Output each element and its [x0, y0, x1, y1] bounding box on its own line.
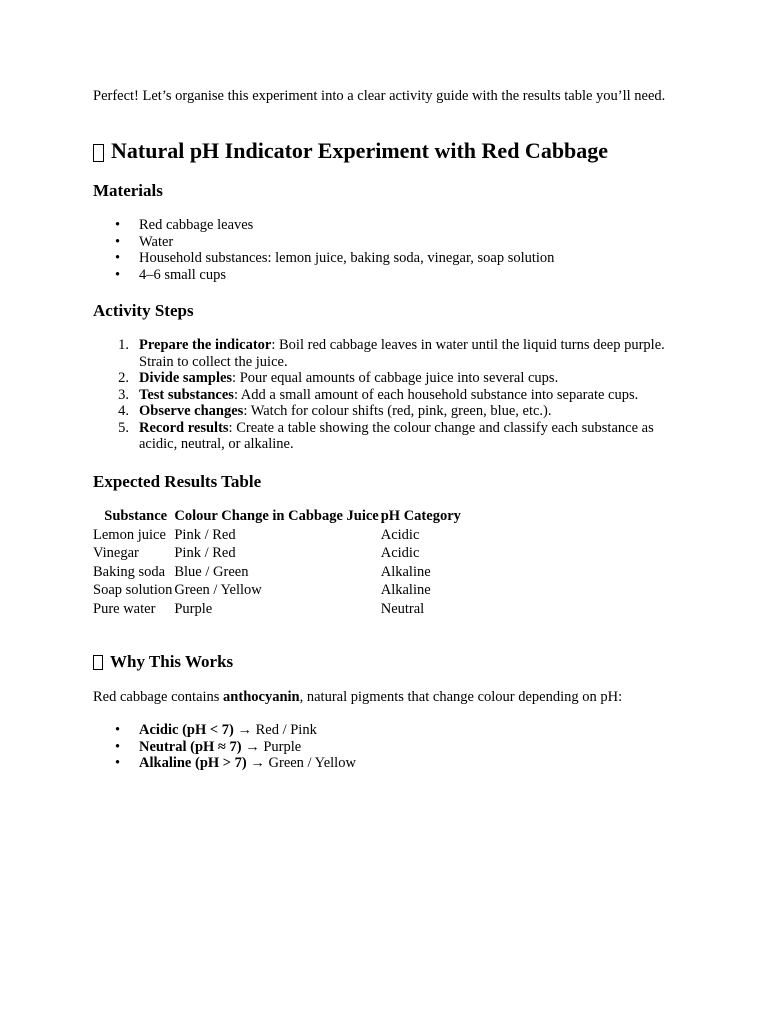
step-item	[93, 403, 676, 420]
step-label: Test substances	[139, 386, 234, 403]
arrow-icon: →	[233, 722, 256, 738]
step-text: : Watch for colour shifts (red, pink, green, blue, etc.).	[243, 403, 552, 419]
step-number: 2.	[118, 370, 129, 386]
materials-heading: Materials	[93, 181, 163, 200]
why-heading	[93, 652, 676, 672]
cell-substance: Soap solution	[93, 582, 173, 599]
table-row	[92, 526, 462, 545]
list-item	[93, 722, 676, 739]
why-list	[93, 722, 676, 772]
why-item-value: Purple	[263, 738, 302, 755]
table-row	[92, 581, 462, 600]
column-header-substance: Substance	[104, 508, 168, 525]
step-number: 4.	[118, 403, 129, 419]
step-text: : Create a table showing the colour change and classify each substance as acidic, neutral, or alkaline.	[139, 419, 654, 452]
cell-ph: Acidic	[380, 526, 420, 543]
cell-colour: Pink / Red	[174, 545, 236, 562]
list-item-text: Household substances: lemon juice, baking soda, vinegar, soap solution	[139, 250, 555, 266]
list-item	[93, 217, 676, 234]
table-row	[92, 600, 462, 619]
intro-paragraph: Perfect! Let’s organise this experiment into a clear activity guide with the results table you’ll need.	[93, 88, 666, 104]
list-item	[93, 234, 676, 251]
step-number: 1.	[118, 337, 129, 353]
missing-glyph-icon	[93, 144, 104, 162]
page-title-text: Natural pH Indicator Experiment with Red Cabbage	[111, 138, 609, 163]
table-header-row	[92, 507, 462, 526]
why-text-after: , natural pigments that change colour depending on pH:	[299, 689, 623, 705]
step-text: : Boil red cabbage leaves in water until the liquid turns deep purple. Strain to collect the juice.	[139, 337, 665, 370]
list-item	[93, 267, 676, 284]
cell-substance: Baking soda	[93, 563, 166, 580]
why-text-before: Red cabbage contains	[93, 689, 224, 705]
results-table	[92, 507, 462, 619]
arrow-icon: →	[246, 755, 269, 771]
steps-heading: Activity Steps	[93, 301, 194, 320]
cell-ph: Alkaline	[380, 582, 431, 599]
why-paragraph	[93, 689, 676, 706]
step-text: : Add a small amount of each household substance into separate cups.	[233, 386, 639, 403]
bullet-icon: •	[115, 233, 121, 250]
why-item-label: Neutral (pH ≈ 7)	[139, 738, 242, 755]
list-item-text: Water	[139, 233, 174, 250]
cell-ph: Acidic	[380, 545, 420, 562]
cell-substance: Pure water	[93, 601, 156, 618]
why-item-value: Green / Yellow	[268, 755, 356, 771]
arrow-icon: →	[241, 738, 264, 755]
bullet-icon: •	[115, 755, 121, 771]
cell-ph: Neutral	[380, 601, 425, 618]
step-label: Divide samples	[139, 370, 233, 386]
cell-substance: Lemon juice	[93, 526, 166, 543]
bullet-icon: •	[115, 266, 121, 283]
list-item	[93, 755, 676, 772]
step-item	[93, 370, 676, 387]
cell-ph: Alkaline	[380, 563, 431, 580]
step-number: 3.	[118, 386, 129, 403]
bullet-icon: •	[115, 738, 121, 755]
step-item	[93, 337, 676, 370]
step-label: Observe changes	[139, 403, 244, 419]
missing-glyph-icon	[93, 655, 103, 670]
bullet-icon: •	[115, 250, 121, 266]
cell-colour: Blue / Green	[174, 563, 249, 580]
results-heading: Expected Results Table	[93, 472, 262, 491]
why-text-bold: anthocyanin	[223, 689, 300, 705]
list-item-text: Red cabbage leaves	[139, 217, 254, 233]
step-label: Record results	[139, 419, 229, 436]
list-item	[93, 250, 676, 267]
column-header-colour: Colour Change in Cabbage Juice	[174, 508, 379, 525]
step-text: : Pour equal amounts of cabbage juice into several cups.	[232, 370, 559, 386]
why-item-value: Red / Pink	[255, 722, 317, 738]
why-heading-text: Why This Works	[110, 652, 234, 671]
cell-substance: Vinegar	[93, 545, 139, 562]
cell-colour: Pink / Red	[174, 526, 236, 543]
step-number: 5.	[118, 419, 129, 436]
step-item	[93, 387, 676, 404]
column-header-ph: pH Category	[380, 508, 461, 525]
cell-colour: Purple	[174, 601, 213, 618]
bullet-icon: •	[115, 217, 121, 233]
bullet-icon: •	[115, 722, 121, 738]
cell-colour: Green / Yellow	[174, 582, 262, 599]
materials-list	[93, 217, 676, 283]
why-item-label: Alkaline (pH > 7)	[139, 755, 247, 771]
step-item	[93, 420, 676, 453]
why-item-label: Acidic (pH < 7)	[139, 722, 234, 738]
steps-list	[93, 337, 676, 453]
step-label: Prepare the indicator	[139, 337, 272, 353]
table-row	[92, 544, 462, 563]
table-row	[92, 563, 462, 582]
list-item-text: 4–6 small cups	[139, 266, 226, 283]
list-item	[93, 739, 676, 756]
page-title	[93, 138, 676, 164]
